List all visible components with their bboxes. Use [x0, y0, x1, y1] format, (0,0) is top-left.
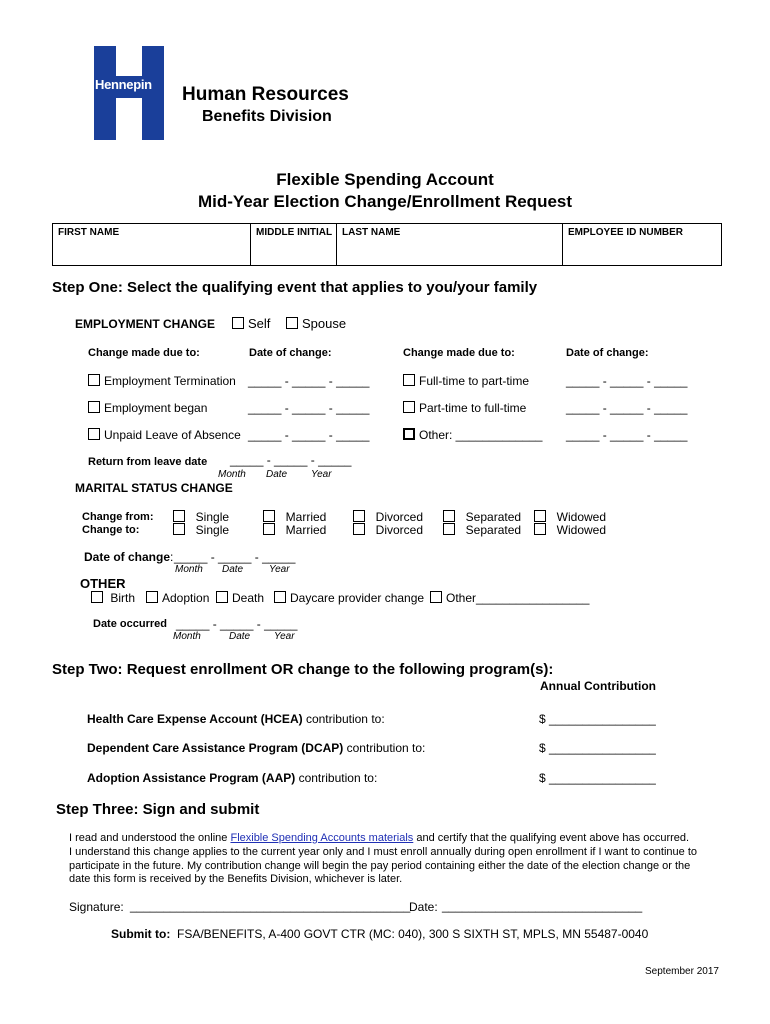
self-checkbox[interactable]	[232, 316, 270, 331]
col-date-right: Date of change:	[566, 347, 649, 359]
step-two-title: Step Two: Request enrollment OR change to the following program(s):	[52, 661, 554, 678]
option-label: Birth	[110, 591, 136, 605]
option-label: Other: _____________	[419, 428, 543, 442]
checkbox-icon	[534, 510, 546, 522]
checkbox-icon	[88, 374, 100, 386]
to-married-checkbox[interactable]	[263, 523, 326, 537]
other-employment-checkbox[interactable]	[403, 428, 542, 442]
revision-date: September 2017	[645, 966, 719, 977]
hennepin-logo	[94, 46, 164, 140]
from-divorced-checkbox[interactable]	[353, 510, 423, 524]
employee-id-label: EMPLOYEE ID NUMBER	[568, 227, 684, 238]
to-widowed-checkbox[interactable]	[534, 523, 606, 537]
program-name: Adoption Assistance Program (AAP)	[87, 771, 296, 785]
return-from-leave-label: Return from leave date	[88, 456, 208, 468]
checkbox-icon	[443, 523, 455, 535]
first-name-label: FIRST NAME	[58, 227, 120, 238]
checkbox-icon	[216, 591, 228, 603]
option-label: Married	[285, 523, 327, 537]
checkbox-icon	[232, 317, 244, 329]
form-title-line1: Flexible Spending Account	[276, 170, 494, 189]
to-single-checkbox[interactable]	[173, 523, 229, 537]
unpaid-leave-checkbox[interactable]	[88, 428, 241, 442]
from-widowed-checkbox[interactable]	[534, 510, 606, 524]
option-label: Widowed	[556, 510, 607, 524]
checkbox-icon	[443, 510, 455, 522]
year-hint: Year	[274, 631, 295, 642]
annual-contribution-label: Annual Contribution	[540, 679, 656, 693]
certification-line2: I understand this change applies to the current year only and I must enroll annually during open enrollment if I want to continue to	[69, 846, 697, 858]
change-to-label: Change to:	[82, 524, 140, 536]
option-label: Married	[285, 510, 327, 524]
program-suffix: contribution to:	[302, 712, 385, 726]
spouse-checkbox[interactable]	[286, 316, 346, 331]
adoption-checkbox[interactable]	[146, 591, 209, 605]
date-occurred-field[interactable]: _____ - _____ - _____	[176, 617, 298, 631]
step-three-title: Step Three: Sign and submit	[56, 801, 260, 818]
change-from-label: Change from:	[82, 511, 154, 523]
self-label: Self	[248, 316, 271, 331]
to-divorced-checkbox[interactable]	[353, 523, 423, 537]
col-change-due-right: Change made due to:	[403, 347, 515, 359]
option-label: Single	[195, 523, 230, 537]
certification-line1	[69, 832, 689, 844]
text: I read and understood the online	[69, 832, 231, 844]
checkbox-icon	[403, 374, 415, 386]
submit-label: Submit to:	[111, 927, 171, 941]
spouse-label: Spouse	[302, 316, 347, 331]
employment-began-checkbox[interactable]	[88, 401, 207, 415]
other-event-checkbox[interactable]	[430, 591, 589, 605]
submit-address: FSA/BENEFITS, A-400 GOVT CTR (MC: 040), 300 S SIXTH ST, MPLS, MN 55487-0040	[177, 927, 649, 941]
checkbox-icon	[353, 510, 365, 522]
checkbox-icon	[274, 591, 286, 603]
part-to-full-time-checkbox[interactable]	[403, 401, 526, 415]
from-single-checkbox[interactable]	[173, 510, 229, 524]
checkbox-icon	[403, 428, 415, 440]
birth-checkbox[interactable]	[91, 591, 135, 605]
middle-initial-label: MIDDLE INITIAL	[256, 227, 333, 238]
checkbox-icon	[173, 523, 185, 535]
text: and certify that the qualifying event above has occurred.	[413, 832, 690, 844]
option-label: Other_________________	[446, 591, 590, 605]
marital-date-field[interactable]: _____ - _____ - _____	[174, 550, 296, 564]
checkbox-icon	[286, 317, 298, 329]
option-label: Widowed	[556, 523, 607, 537]
date-hint: Date	[222, 564, 244, 575]
date-occurred-label: Date occurred	[93, 618, 167, 630]
from-married-checkbox[interactable]	[263, 510, 326, 524]
employment-termination-checkbox[interactable]	[88, 374, 236, 388]
death-checkbox[interactable]	[216, 591, 264, 605]
step-one-title: Step One: Select the qualifying event that applies to you/your family	[52, 279, 538, 296]
certification-line4: date this form is received by the Benefits Division, whichever is later.	[69, 873, 403, 885]
date-field[interactable]: _____ - _____ - _____	[566, 374, 688, 388]
option-label: Separated	[465, 523, 522, 537]
checkbox-icon	[263, 510, 275, 522]
date-label: Date:	[409, 900, 438, 914]
checkbox-icon	[403, 401, 415, 413]
header-subtitle: Benefits Division	[202, 108, 332, 125]
daycare-checkbox[interactable]	[274, 591, 424, 605]
marital-date-text: Date of change	[84, 550, 171, 564]
option-label: Daycare provider change	[290, 591, 425, 605]
option-label: Separated	[465, 510, 522, 524]
option-label: Part-time to full-time	[419, 401, 527, 415]
to-separated-checkbox[interactable]	[443, 523, 521, 537]
year-hint: Year	[269, 564, 290, 575]
middle-initial-field[interactable]	[251, 224, 337, 265]
year-hint: Year	[311, 469, 332, 480]
dcap-label	[87, 741, 425, 755]
month-hint: Month	[218, 469, 246, 480]
date-field[interactable]: _____ - _____ - _____	[566, 401, 688, 415]
signature-date-field[interactable]: ______________________________	[442, 899, 643, 913]
header-title: Human Resources	[182, 84, 349, 105]
signature-field[interactable]: __________________________________________	[130, 899, 411, 913]
from-separated-checkbox[interactable]	[443, 510, 521, 524]
date-hint: Date	[266, 469, 288, 480]
checkbox-icon	[353, 523, 365, 535]
marital-date-label	[84, 550, 173, 564]
checkbox-icon	[173, 510, 185, 522]
option-label: Adoption	[162, 591, 210, 605]
checkbox-icon	[88, 428, 100, 440]
option-label: Single	[195, 510, 230, 524]
logo-text: Hennepin	[95, 77, 152, 92]
checkbox-icon	[146, 591, 158, 603]
checkbox-icon	[263, 523, 275, 535]
colon: :	[170, 550, 174, 564]
hcea-amount-field[interactable]: $ ________________	[539, 712, 656, 726]
aap-amount-field[interactable]: $ ________________	[539, 771, 656, 785]
date-hint: Date	[229, 631, 251, 642]
option-label: Full-time to part-time	[419, 374, 530, 388]
other-section-label: OTHER	[80, 576, 126, 591]
return-date-field[interactable]: _____ - _____ - _____	[230, 453, 352, 467]
employee-id-field[interactable]	[563, 224, 721, 265]
option-label: Employment began	[104, 401, 208, 415]
dcap-amount-field[interactable]: $ ________________	[539, 741, 656, 755]
signature-label: Signature:	[69, 900, 124, 914]
name-table	[52, 223, 722, 266]
program-name: Health Care Expense Account (HCEA)	[87, 712, 303, 726]
col-change-due-left: Change made due to:	[88, 347, 200, 359]
certification-line3: participate in the future. My contribution change will begin the pay period containing either the date of the election change or the	[69, 860, 691, 872]
last-name-label: LAST NAME	[342, 227, 401, 238]
month-hint: Month	[175, 564, 203, 575]
date-field[interactable]: _____ - _____ - _____	[248, 428, 370, 442]
aap-label	[87, 771, 377, 785]
marital-status-label: MARITAL STATUS CHANGE	[75, 481, 233, 495]
program-suffix: contribution to:	[343, 741, 426, 755]
month-hint: Month	[173, 631, 201, 642]
fsa-materials-link[interactable]: Flexible Spending Accounts materials	[230, 832, 414, 844]
program-suffix: contribution to:	[295, 771, 378, 785]
date-field[interactable]: _____ - _____ - _____	[248, 374, 370, 388]
checkbox-icon	[88, 401, 100, 413]
option-label: Divorced	[375, 510, 424, 524]
checkbox-icon	[430, 591, 442, 603]
first-name-field[interactable]	[53, 224, 251, 265]
full-to-part-time-checkbox[interactable]	[403, 374, 529, 388]
date-field[interactable]: _____ - _____ - _____	[248, 401, 370, 415]
option-label: Death	[232, 591, 265, 605]
option-label: Divorced	[375, 523, 424, 537]
option-label: Unpaid Leave of Absence	[104, 428, 241, 442]
col-date-left: Date of change:	[249, 347, 332, 359]
last-name-field[interactable]	[337, 224, 563, 265]
form-title-line2: Mid-Year Election Change/Enrollment Request	[197, 192, 573, 211]
program-name: Dependent Care Assistance Program (DCAP)	[87, 741, 344, 755]
employment-change-label: EMPLOYMENT CHANGE	[75, 317, 216, 331]
date-field[interactable]: _____ - _____ - _____	[566, 428, 688, 442]
checkbox-icon	[91, 591, 103, 603]
checkbox-icon	[534, 523, 546, 535]
hcea-label	[87, 712, 385, 726]
option-label: Employment Termination	[104, 374, 236, 388]
submit-to	[111, 927, 648, 941]
